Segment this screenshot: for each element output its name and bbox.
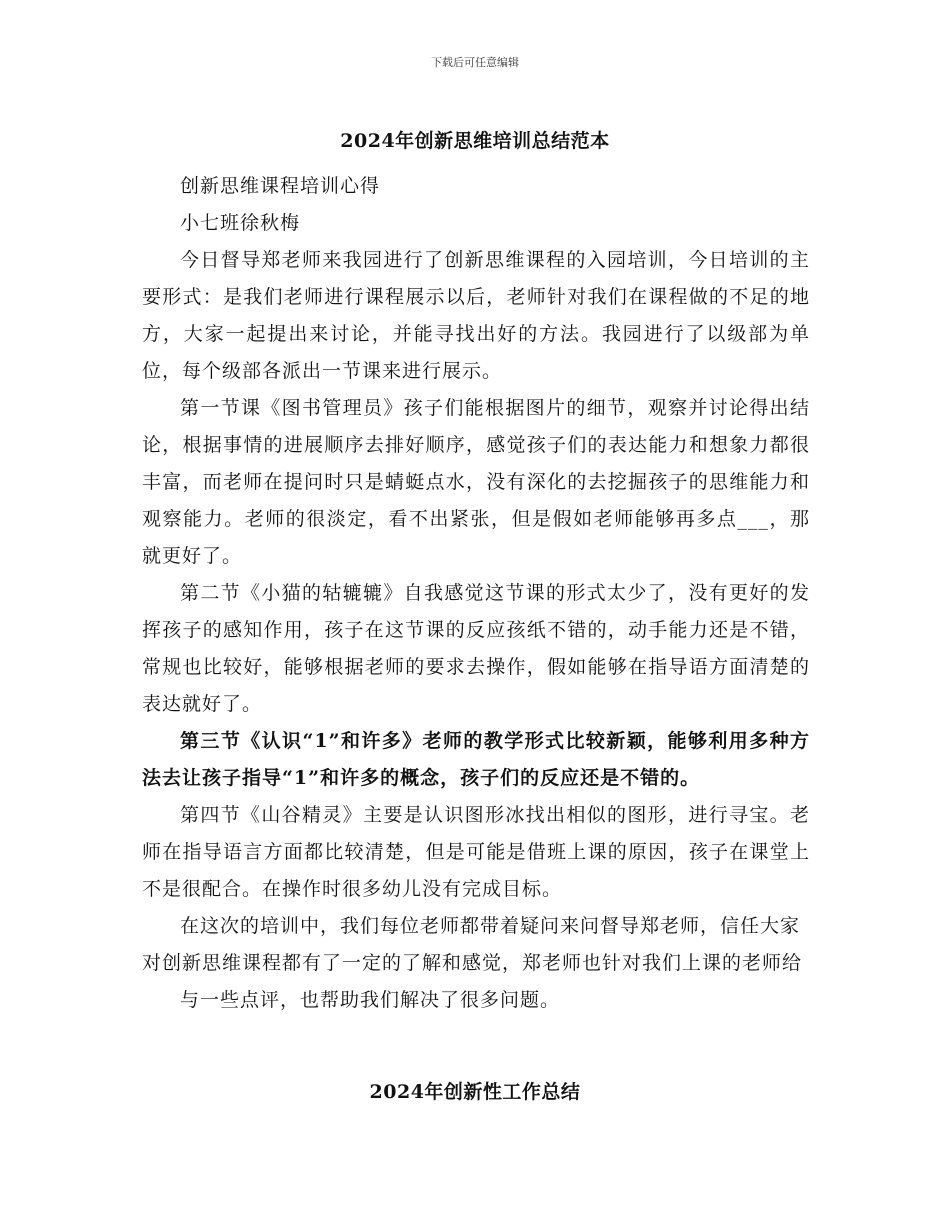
paragraph: 与一些点评，也帮助我们解决了很多问题。 xyxy=(180,989,561,1011)
document-title: 2024年创新思维培训总结范本 xyxy=(340,130,610,152)
paragraph: 在这次的培训中，我们每位老师都带着疑问来问督导郑老师，信任大家对创新思维课程都有了一定的了解和感觉，郑老师也针对我们上课的老师给 xyxy=(142,915,803,974)
author-line: 小七班徐秋梅 xyxy=(180,212,301,234)
header-note: 下载后可任意编辑 xyxy=(431,56,519,69)
document-body xyxy=(142,168,810,1019)
paragraph: 第一节课《图书管理员》孩子们能根据图片的细节，观察并讨论得出结论，根据事情的进展顺序去排好顺序，感觉孩子们的表达能力和想象力都很丰富，而老师在提问时只是蜻蜓点水，没有深化的去挖掘孩子的思维能力和观察能力。老师的很淡定，看不出紧张，但是假如老师能够再多点___，那就更好了。 xyxy=(142,397,810,567)
paragraph-bold: 第三节《认识“1”和许多》老师的教学形式比较新颖，能够利用多种方法去让孩子指导“1”和许多的概念，孩子们的反应还是不错的。 xyxy=(142,730,810,789)
next-section-title: 2024年创新性工作总结 xyxy=(369,1081,581,1103)
subtitle: 创新思维课程培训心得 xyxy=(180,175,381,197)
paragraph: 第四节《山谷精灵》主要是认识图形冰找出相似的图形，进行寻宝。老师在指导语言方面都比较清楚，但是可能是借班上课的原因，孩子在课堂上不是很配合。在操作时很多幼儿没有完成目标。 xyxy=(142,804,810,900)
paragraph: 今日督导郑老师来我园进行了创新思维课程的入园培训，今日培训的主要形式：是我们老师进行课程展示以后，老师针对我们在课程做的不足的地方，大家一起提出来讨论，并能寻找出好的方法。我园进行了以级部为单位，每个级部各派出一节课来进行展示。 xyxy=(142,249,810,382)
paragraph: 第二节《小猫的轱辘辘》自我感觉这节课的形式太少了，没有更好的发挥孩子的感知作用，孩子在这节课的反应孩纸不错的，动手能力还是不错，常规也比较好，能够根据老师的要求去操作，假如能够在指导语方面清楚的表达就好了。 xyxy=(142,582,810,715)
